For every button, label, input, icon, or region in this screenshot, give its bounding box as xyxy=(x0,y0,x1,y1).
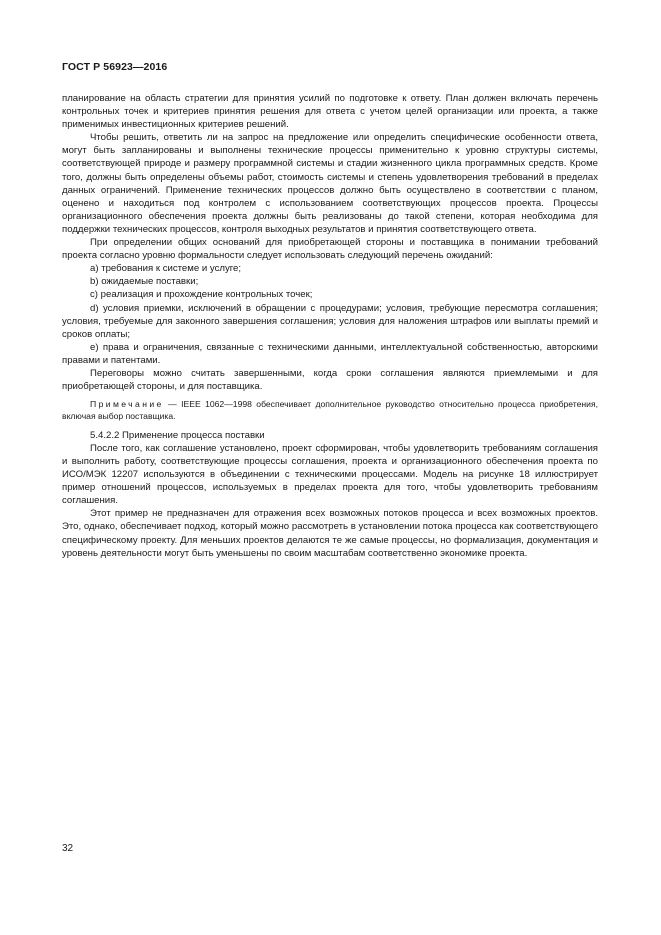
list-item-a: а) требования к системе и услуге; xyxy=(90,263,242,275)
paragraph: После того, как соглашение установлено, проект сформирован, чтобы удовлетворить требованиям соглашения и выполнить работу, соответствующие процессы соглашения, проекта и организационного обеспечения проекта по ИСО/МЭК 12207 используются в объединении с техническими процессами. Модель на рисунке 18 иллюстрирует пример отношений процессов, используемых в пределах проекта для того, чтобы удовлетворить требованиям соглашения. xyxy=(62,442,598,507)
document-code: ГОСТ Р 56923—2016 xyxy=(62,61,168,73)
list-item-e: е) права и ограничения, связанные с техническими данными, интеллектуальной собственностью, авторскими правами и патентами. xyxy=(62,341,598,366)
paragraph: планирование на область стратегии для принятия усилий по подготовке к ответу. План должен включать перечень контрольных точек и критериев принятия решения для ответа с учетом целей организации или проекта, а также применимых инвестиционных критериев решений. xyxy=(62,93,598,131)
page-number: 32 xyxy=(62,843,74,854)
list-item-b: b) ожидаемые поставки; xyxy=(90,276,199,288)
section-title: 5.4.2.2 Применение процесса поставки xyxy=(90,429,265,441)
paragraph: Чтобы решить, ответить ли на запрос на предложение или определить специфические особенности ответа, могут быть запланированы и выполнены технические процессы применительно к уровню структуры системы, соответствующей природе и размеру программной системы и стадии жизненного цикла программных средств. Кроме того, должны быть определены объемы работ, стоимость системы и степень удовлетворения требований в пределах данных ограничений. Применение технических процессов должно быть осуществлено в соответствии с планом, оценено и находиться под контролем с использованием соответствующих процессов проекта. Процессы организационного обеспечения проекта должны быть реализованы до такой степени, которая необходима для поддержки технических процессов, контроля выходных результатов и принятия соответствующего ответа. xyxy=(62,132,598,235)
note-label: Примечание xyxy=(90,399,164,410)
note-text: — IEEE 1062—1998 обеспечивает дополнительное руководство относительно процесса приобретения, включая выбор поставщика. xyxy=(62,399,598,421)
note xyxy=(62,399,598,423)
document-body xyxy=(62,92,598,560)
paragraph: При определении общих оснований для приобретающей стороны и поставщика в понимании требований проекта согласно уровню формальности следует использовать следующий перечень ожиданий: xyxy=(62,237,598,262)
list-item-c: с) реализация и прохождение контрольных точек; xyxy=(90,289,313,301)
paragraph: Переговоры можно считать завершенными, когда сроки соглашения являются приемлемыми и для приобретающей стороны, и для поставщика. xyxy=(62,367,598,393)
list-item-d: d) условия приемки, исключений в обращении с процедурами; условия, требующие пересмотра соглашения; условия, требуемые для законного завершения соглашения; условия для наложения штрафов или выплаты премий и сроков оплаты; xyxy=(62,302,598,340)
paragraph: Этот пример не предназначен для отражения всех возможных потоков процесса и всех возможных проектов. Это, однако, обеспечивает подход, который можно рассмотреть в установлении потока процесса как соответствующего специфическому проекту. Для меньших проектов делаются те же самые процессы, но формализация, документация и уровень деятельности могут быть уменьшены по своим масштабам соответственно экономике проекта. xyxy=(62,508,598,559)
